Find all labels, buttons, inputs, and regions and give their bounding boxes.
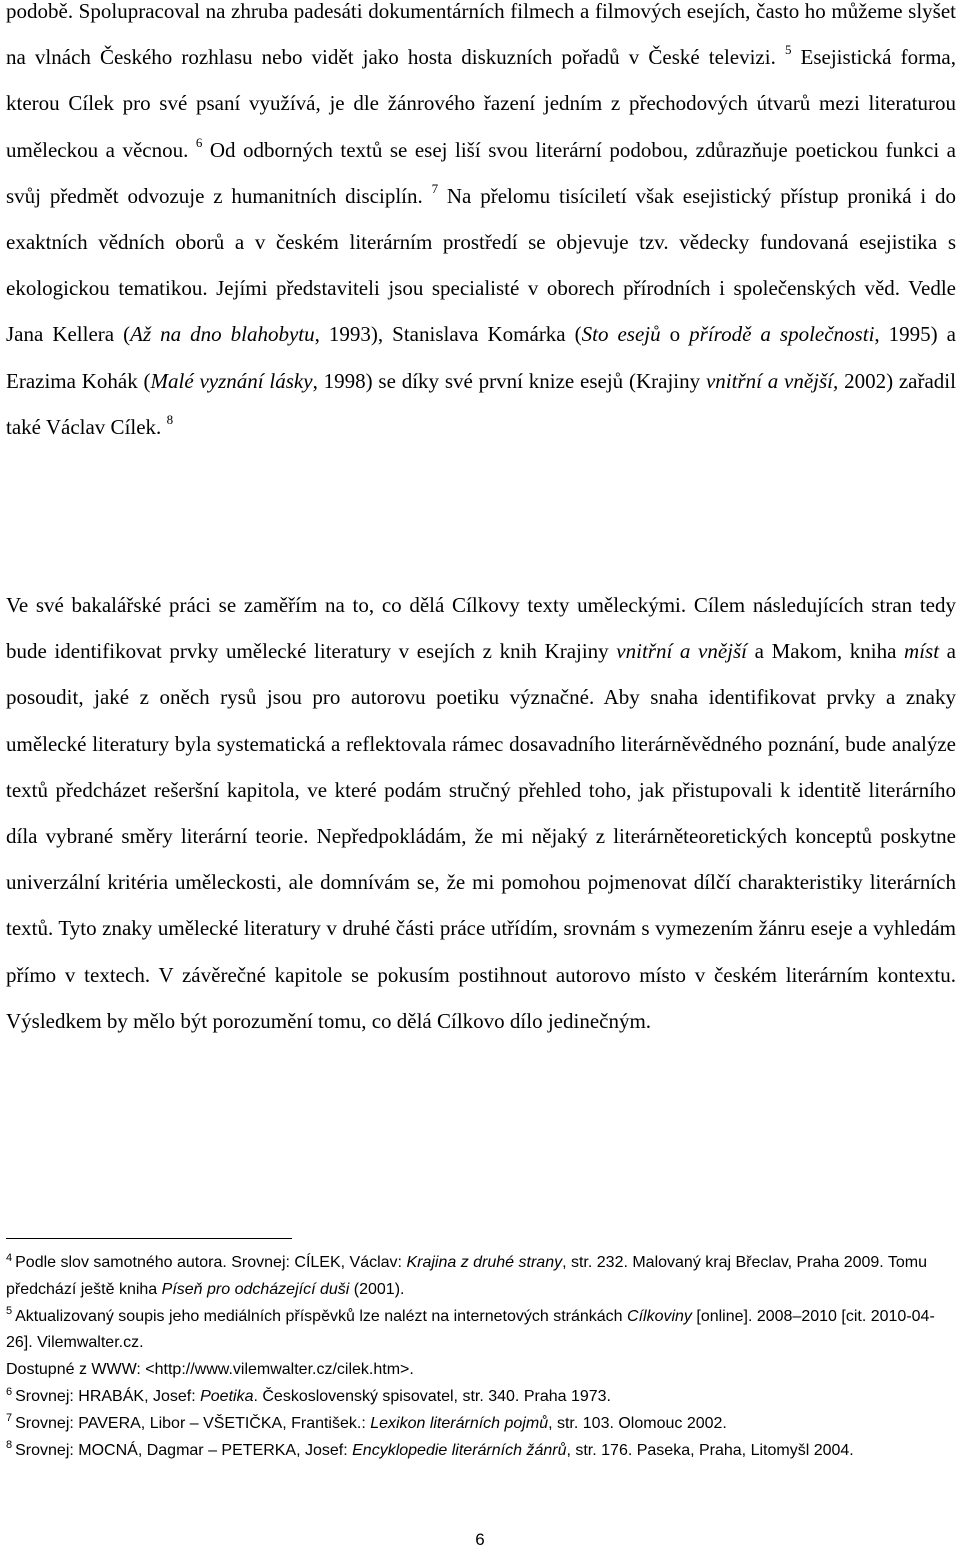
- text-run: , 1998) se díky své první knize esejů (Krajiny: [312, 368, 706, 393]
- footnote-4: [6, 1250, 936, 1304]
- footnote-number: 5: [6, 1305, 13, 1318]
- text-run: Srovnej: PAVERA, Libor – VŠETIČKA, František.:: [15, 1414, 371, 1432]
- book-title: vnitřní a vnější,: [705, 368, 839, 393]
- text-run: Srovnej: HRABÁK, Josef:: [15, 1387, 201, 1405]
- body-paragraph-1: [6, 0, 956, 450]
- footnotes: [6, 1250, 936, 1464]
- body-paragraph-2: [6, 582, 956, 1044]
- text-run: , 1993), Stanislava Komárka (: [314, 322, 582, 347]
- book-title: přírodě a společnosti: [689, 322, 875, 347]
- text-run: Esejistická forma, kterou Cílek pro své psaní využívá, je dle žánrového řazení jedním z přechodových útvarů mezi literaturou uměleckou a věcnou.: [6, 45, 956, 162]
- book-title: Lexikon literárních pojmů: [370, 1414, 549, 1432]
- book-title: vnitřní a vnější: [616, 639, 748, 664]
- footnote-number: 8: [6, 1439, 13, 1452]
- text-run: Podle slov samotného autora. Srovnej: CÍLEK, Václav:: [15, 1254, 407, 1271]
- page-number: 6: [475, 1530, 485, 1549]
- footnote-ref-8[interactable]: 8: [166, 411, 174, 427]
- footnote-5: [6, 1304, 936, 1384]
- text-run: podobě. Spolupracoval na zhruba padesáti dokumentárních filmech a filmových esejích, často ho můžeme slyšet na vlnách Českého rozhlasu nebo vidět jako hosta diskuzních pořadů v České televizi.: [6, 0, 956, 70]
- book-title: Píseň pro odcházející duši: [161, 1280, 350, 1298]
- text-run: Na přelomu tisíciletí však esejistický přístup proniká i do exaktních vědních oborů a v českém literárním prostředí se objevuje tzv. vědecky fundovaná esejistika s ekologickou tematikou. Jejími představiteli jsou specialisté v oborech přírodních i společenských věd. Vedle Jana Kellera (: [6, 183, 956, 347]
- text-run: a Makom, kniha: [747, 639, 905, 664]
- text-run: Od odborných textů se esej liší svou literární podobou, zdůrazňuje poetickou funkci a svůj předmět odvozuje z humanitních disciplín.: [6, 137, 957, 208]
- book-title: Až na dno blahobytu: [130, 322, 315, 347]
- text-run: , str. 232. Malovaný kraj Břeclav, Praha 2009. Tomu předchází ještě kniha: [6, 1254, 928, 1298]
- text-run: Srovnej: MOCNÁ, Dagmar – PETERKA, Josef:: [15, 1441, 353, 1459]
- footnote-ref-7[interactable]: 7: [431, 180, 439, 196]
- book-title: Malé vyznání lásky: [150, 368, 313, 393]
- website-title: Cílkoviny: [627, 1307, 692, 1325]
- footnote-number: 4: [6, 1251, 13, 1264]
- book-title: Sto esejů: [581, 322, 661, 347]
- text-run: a posoudit, jaké z oněch rysů jsou pro autorovu poetiku význačné. Aby snaha identifikovat prvky a znaky umělecké literatury byla systematická a reflektovala rámec dosavadního literárněvědného poznání, bude analýze textů předcházet rešeršní kapitola, ve které podám stručný přehled toho, jak přistupovali k identitě literárního díla vybrané směry literární teorie. Nepředpokládám, že mi nějaký z literárněteoretických konceptů poskytne univerzální kritéria uměleckosti, ale domnívám se, že mi pomohou pojmenovat dílčí charakteristiky literárních textů. Tyto znaky umělecké literatury v druhé části práce utřídím, srovnám s vymezením žánru eseje a vyhledám přímo v textech. V závěrečné kapitole se pokusím postihnout autorovo místo v českém literárním kontextu. Výsledkem by mělo být porozumění tomu, co dělá Cílkovo dílo jedinečným.: [6, 639, 956, 1033]
- text-run: , str. 176. Paseka, Praha, Litomyšl 2004.: [566, 1441, 854, 1459]
- footnote-7: [6, 1411, 936, 1438]
- text-run: o: [660, 322, 690, 347]
- text-run: 2002) zařadil také Václav Cílek.: [6, 368, 956, 439]
- text-run: Ve své bakalářské práci se zaměřím na to, co dělá Cílkovy texty uměleckými. Cílem následujících stran tedy bude identifikovat prvky umělecké literatury v esejích z knih Krajiny: [6, 593, 956, 664]
- footnote-ref-6[interactable]: 6: [195, 134, 203, 150]
- footnote-number: 6: [6, 1385, 13, 1398]
- footnote-6: [6, 1384, 936, 1411]
- footnote-separator: [6, 1238, 292, 1239]
- text-run: [online]. 2008–2010 [cit. 2010-04-26]. Vilemwalter.cz.: [6, 1307, 935, 1352]
- text-run: , 1995) a Erazima Kohák (: [6, 322, 956, 393]
- book-title: Poetika: [200, 1387, 254, 1405]
- book-title: Encyklopedie literárních žánrů: [352, 1441, 567, 1459]
- book-title: Krajina z druhé strany: [406, 1254, 563, 1271]
- footnote-ref-5[interactable]: 5: [784, 42, 792, 58]
- book-title: míst: [904, 639, 940, 664]
- text-run: (2001).: [349, 1280, 405, 1298]
- text-run: , str. 103. Olomouc 2002.: [548, 1414, 727, 1432]
- text-run: Aktualizovaný soupis jeho mediálních příspěvků lze nalézt na internetových stránkách: [15, 1307, 628, 1325]
- footnote-8: [6, 1438, 936, 1465]
- footnote-number: 7: [6, 1412, 13, 1425]
- text-run: . Československý spisovatel, str. 340. Praha 1973.: [253, 1387, 611, 1405]
- footnote-url[interactable]: Dostupné z WWW: <http://www.vilemwalter.cz/cilek.htm>.: [6, 1361, 414, 1379]
